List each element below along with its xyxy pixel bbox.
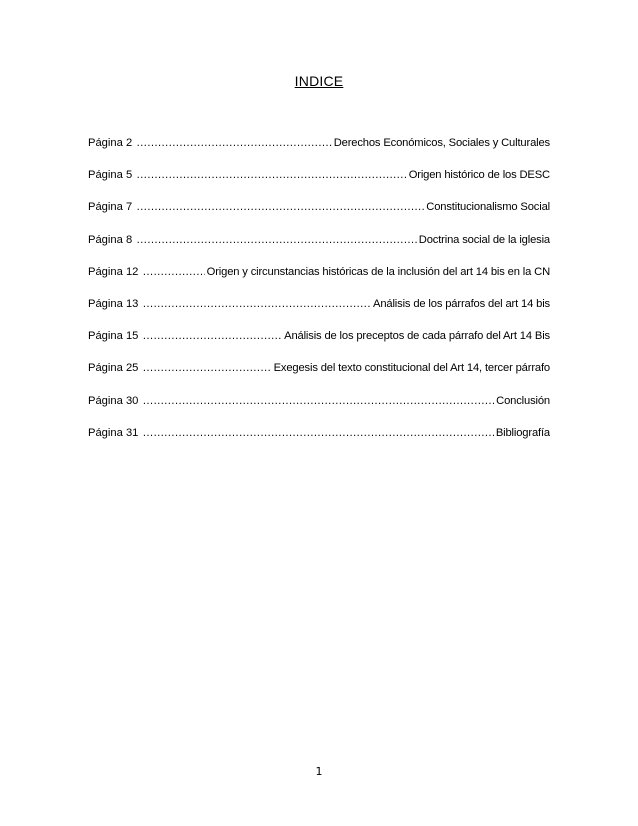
toc-entry-page: Página 2: [88, 137, 133, 149]
toc-entry-page: Página 7: [88, 201, 133, 214]
toc-entry-title: Bibliografía: [495, 426, 550, 439]
toc-entry-page: Página 8: [88, 233, 133, 246]
toc-entry-page: Página 30: [88, 394, 139, 407]
toc-entry-page: Página 25: [88, 362, 139, 375]
toc-entry: [88, 234, 550, 266]
toc-entry: [88, 330, 550, 362]
toc-entry: [88, 427, 550, 459]
toc-entry: [88, 266, 550, 298]
toc-entry-title: Exegesis del texto constitucional del Art 14, tercer párrafo: [273, 362, 550, 375]
toc-entry-page: Página 31: [88, 426, 139, 439]
toc-dot-leader: [142, 330, 282, 342]
toc-entry-page: Página 12: [88, 265, 139, 278]
toc-entry-page: Página 5: [88, 169, 133, 182]
toc-entry-title: Conclusión: [496, 394, 550, 407]
toc-entry-title: Origen y circunstancias históricas de la inclusión del art 14 bis en la CN: [206, 265, 550, 278]
toc-entry: [88, 298, 550, 330]
table-of-contents: [88, 137, 550, 459]
page-title: INDICE: [294, 73, 344, 89]
toc-dot-leader: [136, 169, 407, 181]
toc-entry: [88, 201, 550, 233]
toc-dot-leader: [142, 298, 371, 310]
toc-dot-leader: [142, 266, 204, 278]
toc-dot-leader: [136, 137, 332, 149]
toc-entry-title: Análisis de los párrafos del art 14 bis: [373, 297, 550, 310]
toc-entry-title: Doctrina social de la iglesia: [418, 233, 550, 246]
toc-dot-leader: [142, 395, 494, 407]
toc-entry: [88, 395, 550, 427]
toc-entry-page: Página 13: [88, 297, 139, 310]
toc-entry-title: Constitucionalismo Social: [426, 201, 550, 214]
toc-entry-title: Derechos Económicos, Sociales y Culturales: [333, 137, 550, 149]
toc-entry: [88, 137, 550, 169]
toc-dot-leader: [142, 427, 493, 439]
toc-entry-title: Análisis de los preceptos de cada párrafo del Art 14 Bis: [284, 330, 550, 343]
toc-dot-leader: [136, 234, 417, 246]
toc-dot-leader: [142, 362, 271, 374]
toc-entry-title: Origen histórico de los DESC: [408, 169, 550, 182]
toc-dot-leader: [136, 201, 424, 213]
toc-entry: [88, 362, 550, 394]
toc-entry-page: Página 15: [88, 330, 139, 343]
toc-entry: [88, 169, 550, 201]
page-number: 1: [315, 765, 323, 778]
